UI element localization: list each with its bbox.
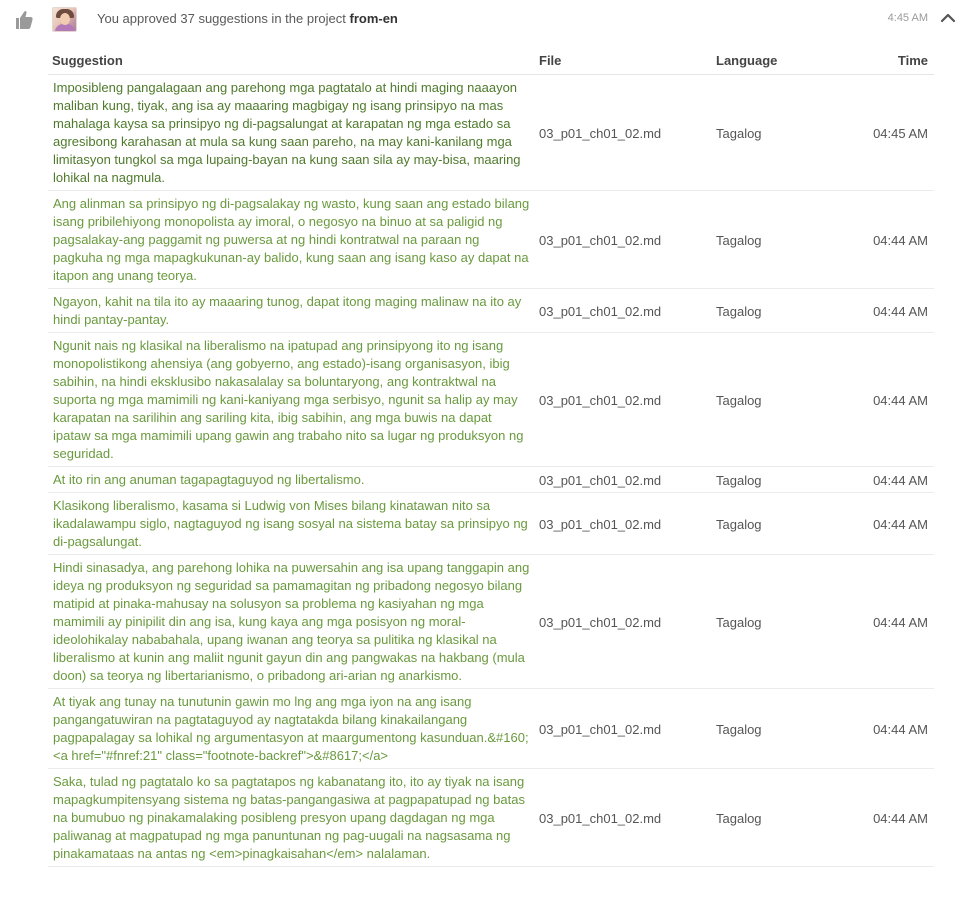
table-row (48, 689, 934, 769)
activity-message-text: You approved 37 suggestions in the project (97, 11, 350, 26)
language-name: Tagalog (712, 333, 832, 467)
project-link[interactable]: from-en (349, 11, 398, 26)
table-row (48, 75, 934, 191)
row-time: 04:44 AM (832, 467, 934, 493)
file-name[interactable]: 03_p01_ch01_02.md (535, 191, 712, 289)
table-row (48, 555, 934, 689)
column-header-time: Time (832, 48, 934, 75)
file-name[interactable]: 03_p01_ch01_02.md (535, 493, 712, 555)
row-time: 04:44 AM (832, 333, 934, 467)
language-name: Tagalog (712, 289, 832, 333)
suggestion-text[interactable]: Ang alinman sa prinsipyo ng di-pagsalakay ng wasto, kung saan ang estado bilang isang pribilehiyong monopolista ay imoral, o negosyo na binuo at sa paligid ng pagsalakay-ang paggamit ng puwersa at ng hindi kontratwal na paraan ng pagkuha ng mga mapagkukunan-ay balido, kung saan ang isang kaso ay dapat na itapon ang unang teorya. (48, 191, 535, 289)
suggestion-text[interactable]: Saka, tulad ng pagtatalo ko sa pagtatapos ng kabanatang ito, ito ay tiyak na isang mapagkumpitensyang sistema ng batas-pangangasiwa at pagpapatupad ng batas na bumubuo ng pinakamalaking posibleng presyon upang dagdagan ng mga paliwanag at magpatupad ng mga panuntunan ng pag-uugali na nagsasama ng pinakamataas na antas ng <em>pinagkaisahan</em> nalalaman. (48, 769, 535, 867)
file-name[interactable]: 03_p01_ch01_02.md (535, 467, 712, 493)
file-name[interactable]: 03_p01_ch01_02.md (535, 289, 712, 333)
activity-time: 4:45 AM (887, 12, 928, 24)
table-row (48, 769, 934, 867)
column-header-suggestion: Suggestion (48, 48, 535, 75)
language-name: Tagalog (712, 493, 832, 555)
suggestion-text[interactable]: At ito rin ang anuman tagapagtaguyod ng libertalismo. (48, 467, 535, 493)
thumbs-up-icon (14, 9, 34, 31)
column-header-language: Language (712, 48, 832, 75)
table-row (48, 467, 934, 493)
language-name: Tagalog (712, 689, 832, 769)
collapse-chevron-icon[interactable] (940, 11, 956, 25)
table-row (48, 493, 934, 555)
suggestion-text[interactable]: Klasikong liberalismo, kasama si Ludwig von Mises bilang kinatawan nito sa ikadalawampu siglo, nagtaguyod ng isang sosyal na sistema batay sa prinsipyo ng di-pagsalungat. (48, 493, 535, 555)
table-row (48, 191, 934, 289)
suggestion-text[interactable]: At tiyak ang tunay na tunutunin gawin mo lng ang mga iyon na ang isang pangangatuwiran na pagtataguyod ay nagtatakda bilang kinakailangang pagpapalagay sa lohikal ng argumentasyon at maargumentong kasunduan.&#160;<a href="#fnref:21" class="footnote-backref">&#8617;</a> (48, 689, 535, 769)
table-row (48, 289, 934, 333)
language-name: Tagalog (712, 191, 832, 289)
row-time: 04:44 AM (832, 689, 934, 769)
suggestion-text[interactable]: Hindi sinasadya, ang parehong lohika na puwersahin ang isa upang tanggapin ang ideya ng produksyon ng seguridad sa pamamagitan ng pribadong negosyo bilang matipid at pinaka-mahusay na solusyon sa problema ng kasiyahan ng mga mamimili ay pinipilit din ang isa, kung kaya ang mga posisyon ng moral-ideolohikalay nababahala, upang iwanan ang teorya sa pulitika ng klasikal na liberalismo at kunin ang maliit ngunit gayun din ang pangwakas na hakbang (mula doon) sa teorya ng libertarianismo, o pribadong ari-arian ng anarkismo. (48, 555, 535, 689)
table-row (48, 333, 934, 467)
file-name[interactable]: 03_p01_ch01_02.md (535, 689, 712, 769)
row-time: 04:45 AM (832, 75, 934, 191)
file-name[interactable]: 03_p01_ch01_02.md (535, 769, 712, 867)
row-time: 04:44 AM (832, 191, 934, 289)
suggestion-text[interactable]: Imposibleng pangalagaan ang parehong mga pagtatalo at hindi maging naaayon maliban kung, tiyak, ang isa ay maaaring magbigay ng isang prinsipyo na mas mahalaga kaysa sa prinsipyo ng di-pagsalungat at karapatan ng mga estado sa agresibong karahasan at mula sa kung saan pareho, na may kani-kanilang mga limitasyon tungkol sa mga lupaing-bayan na kung saan sila ay may-bisa, maaring lohikal na nagmula. (48, 75, 535, 191)
avatar[interactable] (52, 7, 77, 32)
row-time: 04:44 AM (832, 769, 934, 867)
file-name[interactable]: 03_p01_ch01_02.md (535, 555, 712, 689)
language-name: Tagalog (712, 75, 832, 191)
table-header-row (48, 48, 934, 75)
row-time: 04:44 AM (832, 493, 934, 555)
suggestions-table (48, 48, 934, 867)
activity-message (97, 11, 398, 26)
file-name[interactable]: 03_p01_ch01_02.md (535, 333, 712, 467)
column-header-file: File (535, 48, 712, 75)
suggestion-text[interactable]: Ngayon, kahit na tila ito ay maaaring tunog, dapat itong maging malinaw na ito ay hindi pantay-pantay. (48, 289, 535, 333)
language-name: Tagalog (712, 555, 832, 689)
row-time: 04:44 AM (832, 555, 934, 689)
row-time: 04:44 AM (832, 289, 934, 333)
suggestion-text[interactable]: Ngunit nais ng klasikal na liberalismo na ipatupad ang prinsipyong ito ng isang monopolistikong ahensiya (ang gobyerno, ang estado)-isang organisasyon, ibig sabihin, na hindi eksklusibo nakasalalay sa boluntaryong, ang kontraktwal na suporta ng mga mamimili ng kani-kaniyang mga serbisyo, ngunit sa halip ay may karapatan na sarilihin ang sariling kita, ibig sabihin, ang mga buwis na dapat ipataw sa mga mamimili upang gawin ang trabaho nito sa lugar ng produksyon ng seguridad. (48, 333, 535, 467)
activity-header (0, 0, 975, 40)
file-name[interactable]: 03_p01_ch01_02.md (535, 75, 712, 191)
language-name: Tagalog (712, 769, 832, 867)
language-name: Tagalog (712, 467, 832, 493)
